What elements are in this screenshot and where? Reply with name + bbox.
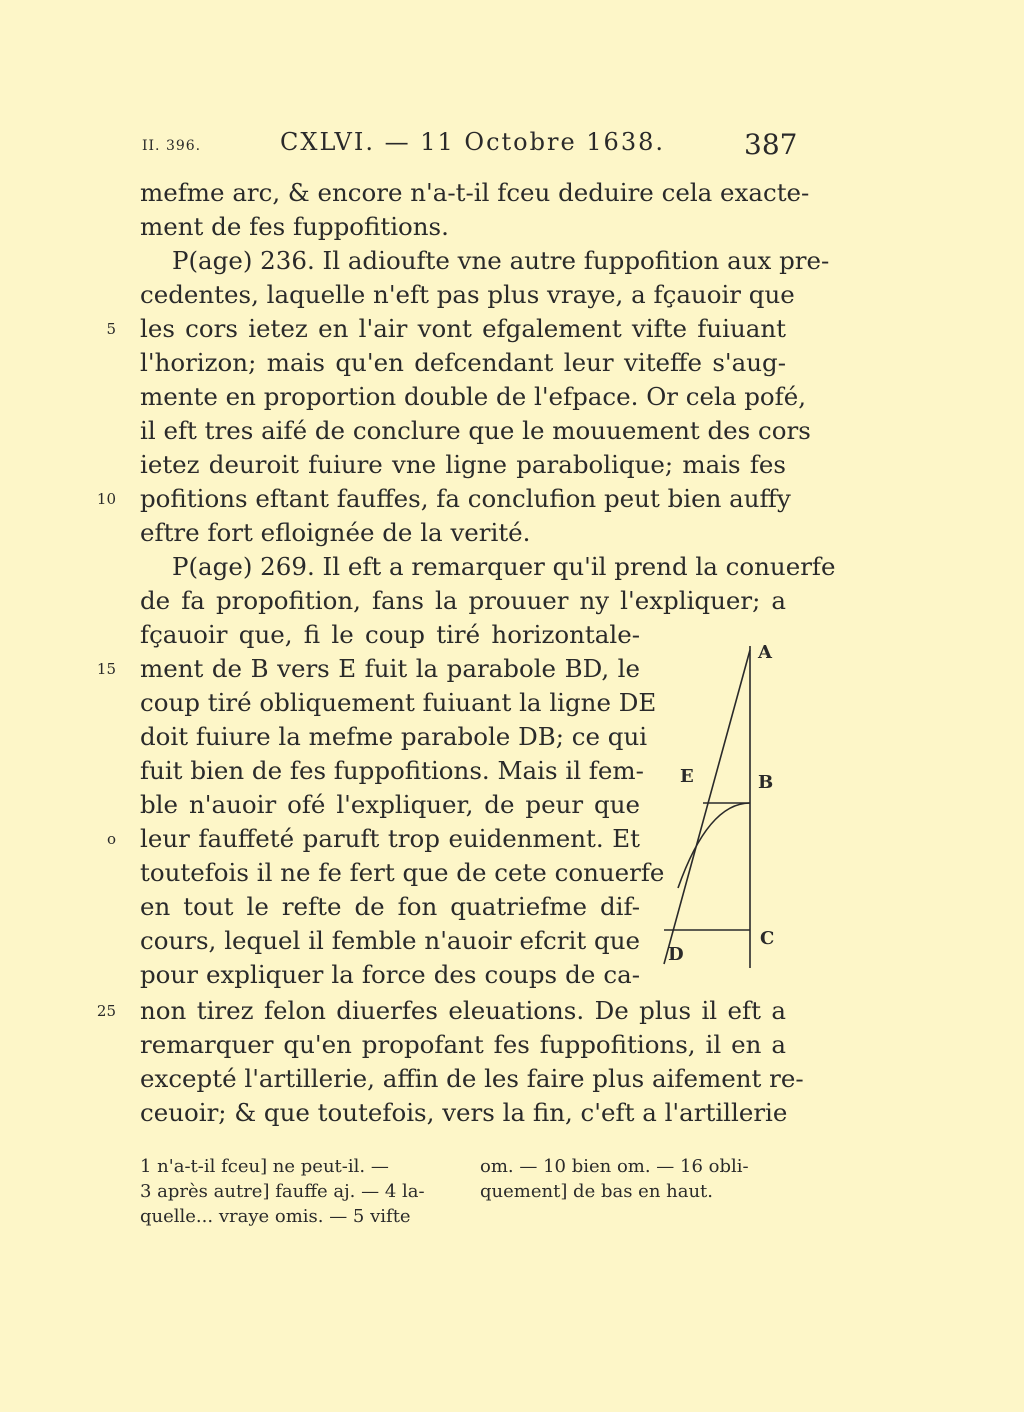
text-line: eftre fort efloignée de la verité. bbox=[140, 518, 531, 547]
label-d: D bbox=[668, 944, 684, 965]
text-line: ble n'auoir ofé l'expliquer, de peur que bbox=[140, 790, 640, 819]
label-a: A bbox=[758, 642, 772, 663]
text-line: mente en proportion double de l'efpace. Or cela pofé, bbox=[140, 382, 807, 411]
text-line: P(age) 236. Il adioufte vne autre fuppofition aux pre- bbox=[172, 246, 830, 275]
text-line: coup tiré obliquement fuiuant la ligne DE bbox=[140, 688, 657, 717]
header-reference: II. 396. bbox=[142, 138, 202, 154]
text-line: fuit bien de fes fuppofitions. Mais il fem- bbox=[140, 756, 644, 785]
text-line: pour expliquer la force des coups de ca- bbox=[140, 960, 640, 989]
label-c: C bbox=[760, 928, 775, 949]
line-number: 10 bbox=[96, 490, 116, 508]
line-number: 15 bbox=[96, 660, 116, 678]
footnote-line: 1 n'a-t-il fceu] ne peut-il. — bbox=[140, 1156, 389, 1177]
page-header bbox=[0, 128, 1024, 168]
text-line: P(age) 269. Il eft a remarquer qu'il prend la conuerfe bbox=[172, 552, 836, 581]
parabola-figure bbox=[650, 638, 790, 978]
label-e: E bbox=[680, 766, 694, 787]
text-line: doit fuiure la mefme parabole DB; ce qui bbox=[140, 722, 648, 751]
footnote-line: om. — 10 bien om. — 16 obli- bbox=[480, 1156, 749, 1177]
footnote-line: 3 après autre] fauffe aj. — 4 la- bbox=[140, 1181, 425, 1202]
line-number: 25 bbox=[96, 1002, 116, 1020]
text-line: il eft tres aifé de conclure que le mouuement des cors bbox=[140, 416, 811, 445]
label-b: B bbox=[758, 772, 774, 793]
text-line: cours, lequel il femble n'auoir efcrit que bbox=[140, 926, 640, 955]
text-line: les cors ietez en l'air vont efgalement vifte fuiuant bbox=[140, 314, 786, 343]
footnotes-left-column bbox=[140, 1154, 425, 1229]
text-line: cedentes, laquelle n'eft pas plus vraye, a fçauoir que bbox=[140, 280, 795, 309]
page-number: 387 bbox=[744, 128, 798, 161]
text-line: excepté l'artillerie, affin de les faire plus aifement re- bbox=[140, 1064, 804, 1093]
text-line: ment de B vers E fuit la parabole BD, le bbox=[140, 654, 640, 683]
text-line: remarquer qu'en propofant fes fuppofitions, il en a bbox=[140, 1030, 786, 1059]
text-line: de fa propofition, fans la prouuer ny l'expliquer; a bbox=[140, 586, 786, 615]
line-number: 5 bbox=[106, 320, 116, 338]
text-line: pofitions eftant fauffes, fa conclufion peut bien auffy bbox=[140, 484, 791, 513]
text-line: non tirez felon diuerfes eleuations. De plus il eft a bbox=[140, 996, 786, 1025]
text-line: l'horizon; mais qu'en defcendant leur viteffe s'aug- bbox=[140, 348, 786, 377]
text-line: fçauoir que, fi le coup tiré horizontale- bbox=[140, 620, 640, 649]
footnote-line: quelle... vraye omis. — 5 vifte bbox=[140, 1206, 411, 1227]
header-title: CXLVI. — 11 Octobre 1638. bbox=[280, 128, 665, 156]
line-a-to-d bbox=[664, 650, 750, 964]
text-line: en tout le refte de fon quatriefme dif- bbox=[140, 892, 640, 921]
text-line: ceuoir; & que toutefois, vers la fin, c'eft a l'artillerie bbox=[140, 1098, 788, 1127]
text-line: ietez deuroit fuiure vne ligne parabolique; mais fes bbox=[140, 450, 786, 479]
text-line: ment de fes fuppofitions. bbox=[140, 212, 449, 241]
text-line: mefme arc, & encore n'a-t-il fceu deduire cela exacte- bbox=[140, 178, 810, 207]
text-line: toutefois il ne fe fert que de cete conuerfe bbox=[140, 858, 665, 887]
line-number: o bbox=[106, 830, 116, 848]
footnotes-right-column bbox=[480, 1154, 749, 1204]
footnote-line: quement] de bas en haut. bbox=[480, 1181, 714, 1202]
text-line: leur fauffeté paruft trop euidenment. Et bbox=[140, 824, 640, 853]
